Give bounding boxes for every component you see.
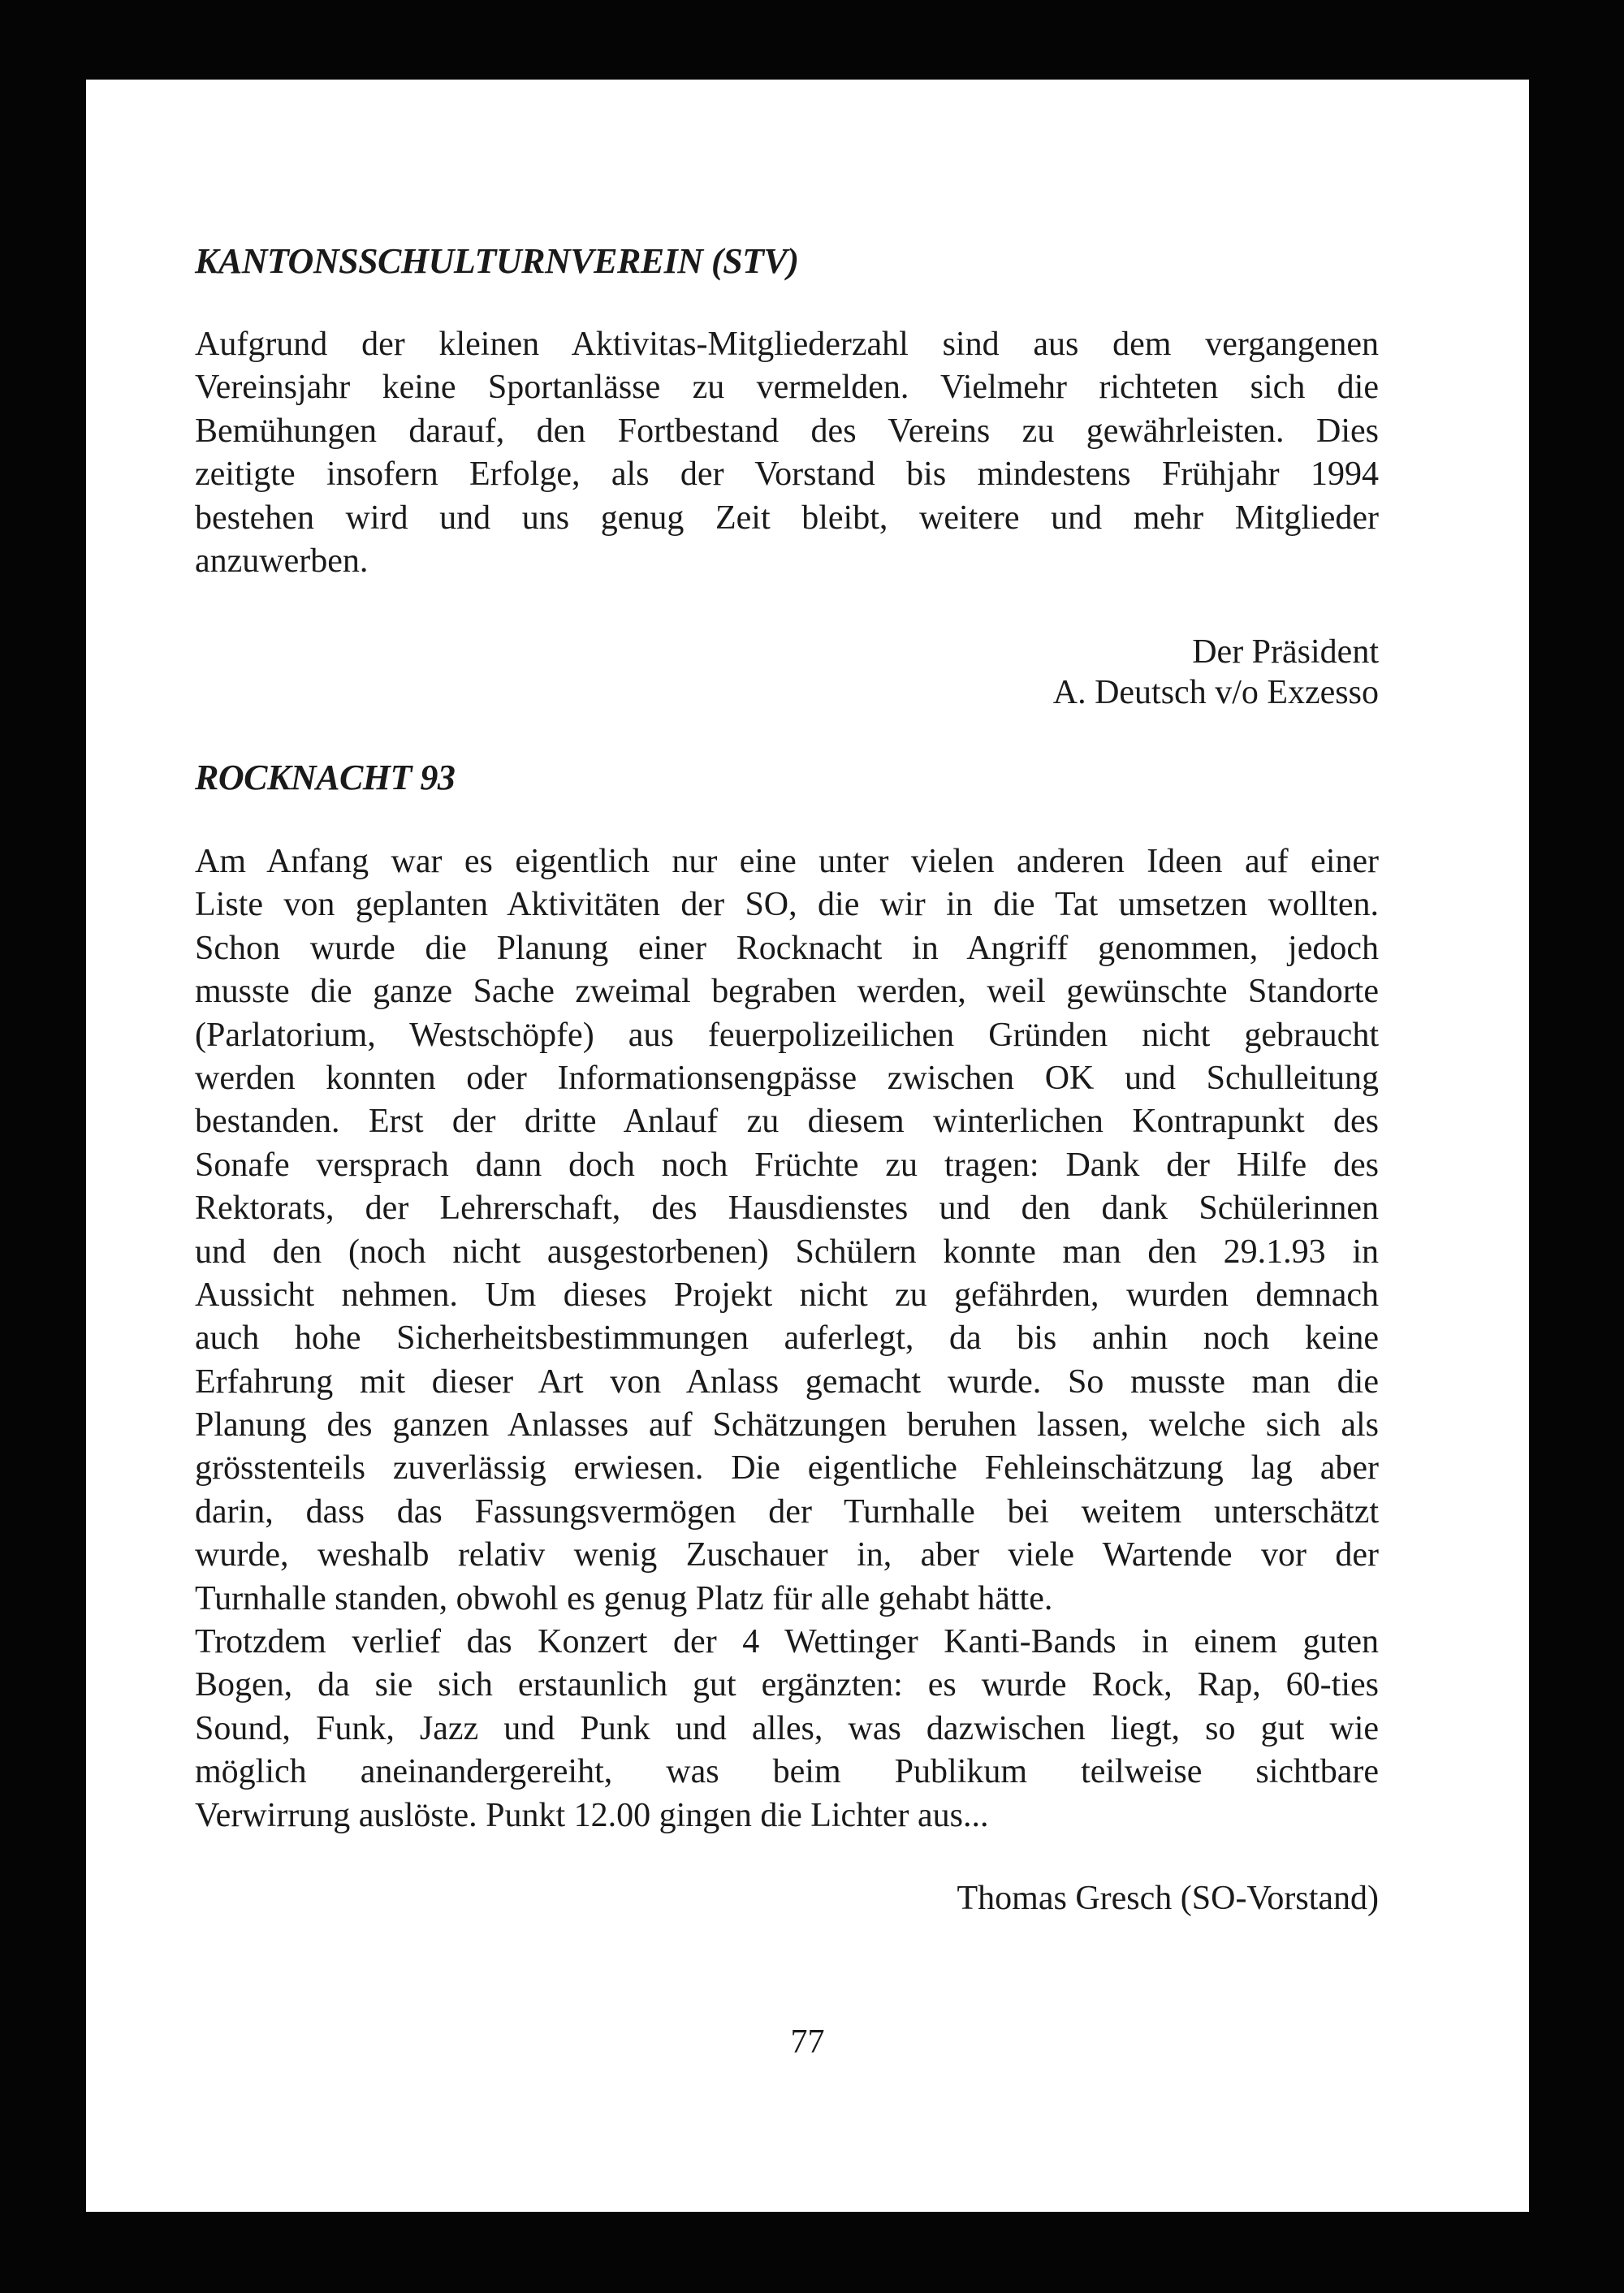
- paragraph-line: Bemühungen darauf, den Fortbestand des Vereins zu gewährleisten. Dies: [195, 412, 1379, 450]
- paragraph-line: Vereinsjahr keine Sportanlässe zu vermelden. Vielmehr richteten sich die: [195, 369, 1379, 407]
- paragraph-line: zeitigte insofern Erfolge, als der Vorstand bis mindestens Frühjahr 1994: [195, 456, 1379, 494]
- paragraph-line: werden konnten oder Informationsengpässe zwischen OK und Schulleitung: [195, 1059, 1379, 1097]
- paragraph-line: Planung des ganzen Anlasses auf Schätzungen beruhen lassen, welche sich als: [195, 1406, 1379, 1444]
- paragraph-line: auch hohe Sicherheitsbestimmungen auferlegt, da bis anhin noch keine: [195, 1319, 1379, 1358]
- paragraph-line: musste die ganze Sache zweimal begraben werden, weil gewünschte Standorte: [195, 973, 1379, 1011]
- paragraph-line: grösstenteils zuverlässig erwiesen. Die eigentliche Fehleinschätzung lag aber: [195, 1449, 1379, 1488]
- section-heading-rocknacht: ROCKNACHT 93: [195, 758, 456, 797]
- paragraph-line: bestanden. Erst der dritte Anlauf zu diesem winterlichen Kontrapunkt des: [195, 1103, 1379, 1141]
- paragraph-line: Bogen, da sie sich erstaunlich gut ergänzten: es wurde Rock, Rap, 60-ties: [195, 1666, 1379, 1704]
- document-page: [86, 80, 1529, 2212]
- paragraph-line: möglich aneinandergereiht, was beim Publikum teilweise sichtbare: [195, 1753, 1379, 1791]
- section-heading-stv: KANTONSSCHULTURNVEREIN (STV): [195, 241, 799, 281]
- paragraph-line: anzuwerben.: [195, 542, 369, 580]
- paragraph-line: wurde, weshalb relativ wenig Zuschauer in, aber viele Wartende vor der: [195, 1536, 1379, 1574]
- paragraph-line: darin, dass das Fassungsvermögen der Turnhalle bei weitem unterschätzt: [195, 1492, 1379, 1531]
- page-number: 77: [790, 2023, 825, 2061]
- paragraph-line: Verwirrung auslöste. Punkt 12.00 gingen die Lichter aus...: [195, 1796, 989, 1834]
- paragraph-line: bestehen wird und uns genug Zeit bleibt, weitere und mehr Mitglieder: [195, 499, 1379, 537]
- paragraph-line: Erfahrung mit dieser Art von Anlass gemacht wurde. So musste man die: [195, 1362, 1379, 1401]
- paragraph-line: Aufgrund der kleinen Aktivitas-Mitgliederzahl sind aus dem vergangenen: [195, 326, 1379, 363]
- paragraph-line: Sonafe versprach dann doch noch Früchte zu tragen: Dank der Hilfe des: [195, 1146, 1379, 1184]
- paragraph-line: Aussicht nehmen. Um dieses Projekt nicht zu gefährden, wurden demnach: [195, 1276, 1379, 1314]
- paragraph-line: Sound, Funk, Jazz und Punk und alles, was dazwischen liegt, so gut wie: [195, 1709, 1379, 1747]
- signature-name-stv: A. Deutsch v/o Exzesso: [1052, 674, 1379, 711]
- paragraph-line: Turnhalle standen, obwohl es genug Platz für alle gehabt hätte.: [195, 1579, 1053, 1617]
- paragraph-line: (Parlatorium, Westschöpfe) aus feuerpolizeilichen Gründen nicht gebraucht: [195, 1016, 1379, 1054]
- paragraph-line: Liste von geplanten Aktivitäten der SO, die wir in die Tat umsetzen wollten.: [195, 886, 1379, 924]
- paragraph-line: Rektorats, der Lehrerschaft, des Hausdienstes und den dank Schülerinnen: [195, 1190, 1379, 1228]
- paragraph-line: Schon wurde die Planung einer Rocknacht in Angriff genommen, jedoch: [195, 929, 1379, 967]
- paragraph-line: Trotzdem verlief das Konzert der 4 Wettinger Kanti-Bands in einem guten: [195, 1623, 1379, 1661]
- signature-name-rocknacht: Thomas Gresch (SO-Vorstand): [957, 1880, 1379, 1917]
- signature-role-stv: Der Präsident: [1192, 633, 1379, 671]
- section-paragraph-stv: [195, 323, 1379, 583]
- paragraph-line: Am Anfang war es eigentlich nur eine unter vielen anderen Ideen auf einer: [195, 843, 1379, 880]
- paragraph-line: und den (noch nicht ausgestorbenen) Schülern konnte man den 29.1.93 in: [195, 1233, 1379, 1271]
- section-paragraph-rocknacht: [195, 840, 1379, 1837]
